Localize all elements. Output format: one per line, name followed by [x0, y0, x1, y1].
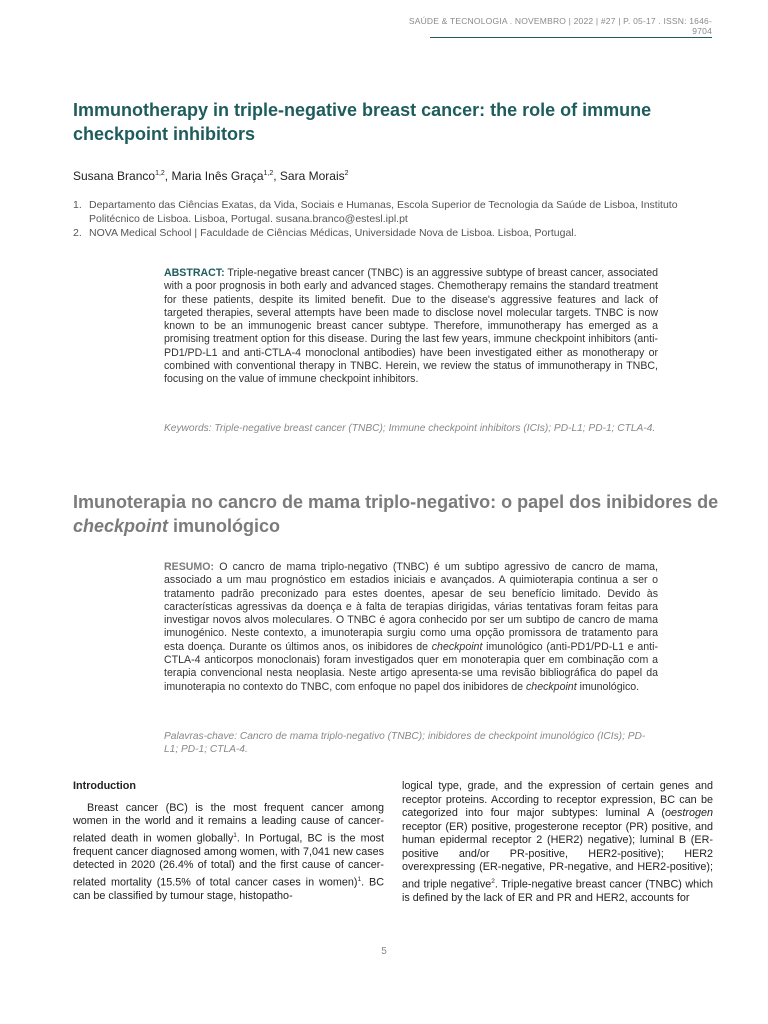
- body-column-left: [73, 780, 384, 903]
- section-heading-introduction: Introduction: [73, 780, 136, 792]
- author-name: Maria Inês Graça: [171, 169, 264, 183]
- author-affiliation-marker: 2: [344, 170, 349, 177]
- palavras-chave: Palavras-chave: Cancro de mama triplo-negativo (TNBC); inibidores de checkpoint imunológico (ICIs); PD-L1; PD-1; CTLA-4.: [164, 731, 646, 756]
- author-name: Susana Branco: [73, 169, 156, 183]
- citation-marker: 2: [491, 877, 495, 885]
- affiliation-item: [73, 226, 718, 240]
- citation-marker: 1: [357, 875, 362, 883]
- abstract-label: ABSTRACT:: [164, 267, 225, 279]
- resumo-italic: checkpoint: [431, 640, 483, 653]
- body-paragraph: [402, 780, 713, 905]
- body-text: Breast cancer (BC) is the most frequent cancer among women in the world and it remains a leading cause of cancer-related death in women globally: [73, 801, 384, 845]
- affiliation-text: Departamento das Ciências Exatas, da Vida, Sociais e Humanas, Escola Superior de Tecnologia da Saúde de Lisboa, Instituto Politécnico de Lisboa. Lisboa, Portugal. susana.branco@estesl.ipl.pt: [89, 199, 678, 225]
- resumo-label: RESUMO:: [164, 561, 215, 573]
- abstract: [164, 267, 658, 387]
- resumo-text: imunológico (anti-PD1/PD-L1 e anti-CTLA-4 anticorpos monoclonais) foram investigados quer em monoterapia quer em combinação com a terapia convencional nesta neoplasia. Neste artigo apresenta-se uma revisão bibliográfica do papel da imunoterapia no contexto do TNBC, com enfoque no papel dos inibidores de: [164, 640, 658, 693]
- page-number: 5: [381, 946, 387, 957]
- title-pt-italic: checkpoint: [73, 516, 169, 536]
- title-pt-text: imunológico: [168, 516, 281, 536]
- title-pt-text: Imunoterapia no cancro de mama triplo-negativo: o papel dos inibidores de: [73, 492, 719, 512]
- affiliation-text: NOVA Medical School | Faculdade de Ciências Médicas, Universidade Nova de Lisboa. Lisboa, Portugal.: [89, 227, 577, 239]
- author-separator: ,: [164, 169, 172, 183]
- author-list: [73, 169, 349, 183]
- body-text: . In Portugal, BC is the most frequent cancer diagnosed among women, with 7,041 new cases detected in 2020 (26.4% of total) and the first cause of cancer-related mortality (15.5% of total cancer cases in women): [73, 832, 384, 889]
- resumo-text: O cancro de mama triplo-negativo (TNBC) é um subtipo agressivo de cancro de mama, associado a um mau prognóstico em estadios iniciais e avançados. A quimioterapia continua a ser o tratamento padrão preconizado para estes doentes, apesar de seu benefício limitado. Devido às características agressivas da doença e à falta de terapias dirigidas, várias tentativas foram feitas para investigar novos alvos moleculares. O TNBC é agora conhecido por ser um subtipo de cancro de mama imunogénico. Neste contexto, a imunoterapia surgiu como uma opção promissora de tratamento para esta doença. Durante os últimos anos, os inibidores de: [164, 561, 658, 653]
- abstract-text: Triple-negative breast cancer (TNBC) is an aggressive subtype of breast cancer, associated with a poor prognosis in both early and advanced stages. Chemotherapy remains the standard treatment for these patients, despite its limited benefit. Due to the disease's aggressive features and lack of targeted therapies, several attempts have been made to disclose novel molecular targets. TNBC is now known to be an immunogenic breast cancer subtype. Therefore, immunotherapy has emerged as a promising treatment option for this disease. During the last few years, immune checkpoint inhibitors (anti-PD1/PD-L1 and anti-CTLA-4 monoclonal antibodies) have been investigated either as monotherapy or combined with conventional therapy in TNBC. Herein, we review the status of immunotherapy in TNBC, focusing on the value of immune checkpoint inhibitors.: [164, 267, 658, 386]
- body-text: logical type, grade, and the expression of certain genes and receptor proteins. According to receptor expression, BC can be categorized into four major subtypes: luminal A (: [402, 780, 713, 819]
- author-affiliation-marker: 1,2: [263, 170, 274, 177]
- body-italic: oestrogen: [664, 807, 713, 819]
- resumo-text: imunológico.: [576, 680, 640, 693]
- author-separator: ,: [273, 169, 280, 183]
- article-title: Immunotherapy in triple-negative breast cancer: the role of immune checkpoint inhibitors: [73, 100, 652, 144]
- keywords: Keywords: Triple-negative breast cancer (TNBC); Immune checkpoint inhibitors (ICIs); PD-L1; PD-1; CTLA-4.: [164, 423, 656, 434]
- affiliation-item: [73, 198, 718, 226]
- body-text: . Triple-negative breast cancer (TNBC) which is defined by the lack of ER and PR and HER2, accounts for: [402, 878, 713, 904]
- body-text: receptor (ER) positive, progesterone receptor (PR) positive, and human epidermal receptor 2 (HER2) negative); luminal B (ER-positive and/or PR-positive, HER2-positive); HER2 overexpressing (ER-negative, PR-negative, and HER2-positive); and triple negative: [402, 820, 713, 891]
- author-name: Sara Morais: [279, 169, 345, 183]
- article-title-portuguese: [73, 490, 723, 538]
- affiliation-number: 2.: [73, 227, 82, 239]
- body-column-right: [402, 780, 713, 905]
- affiliation-number: 1.: [73, 199, 82, 211]
- journal-header: SAÚDE & TECNOLOGIA . NOVEMBRO | 2022 | #27 | P. 05-17 . ISSN: 1646-9704: [408, 16, 712, 36]
- header-divider: [430, 37, 712, 38]
- citation-marker: 1: [233, 831, 237, 839]
- affiliation-list: [73, 198, 718, 240]
- author-affiliation-marker: 1,2: [155, 170, 165, 177]
- resumo-italic: checkpoint: [526, 680, 577, 693]
- body-paragraph: [73, 802, 384, 904]
- resumo: [164, 561, 658, 694]
- body-text: . BC can be classified by tumour stage, histopatho-: [73, 876, 385, 902]
